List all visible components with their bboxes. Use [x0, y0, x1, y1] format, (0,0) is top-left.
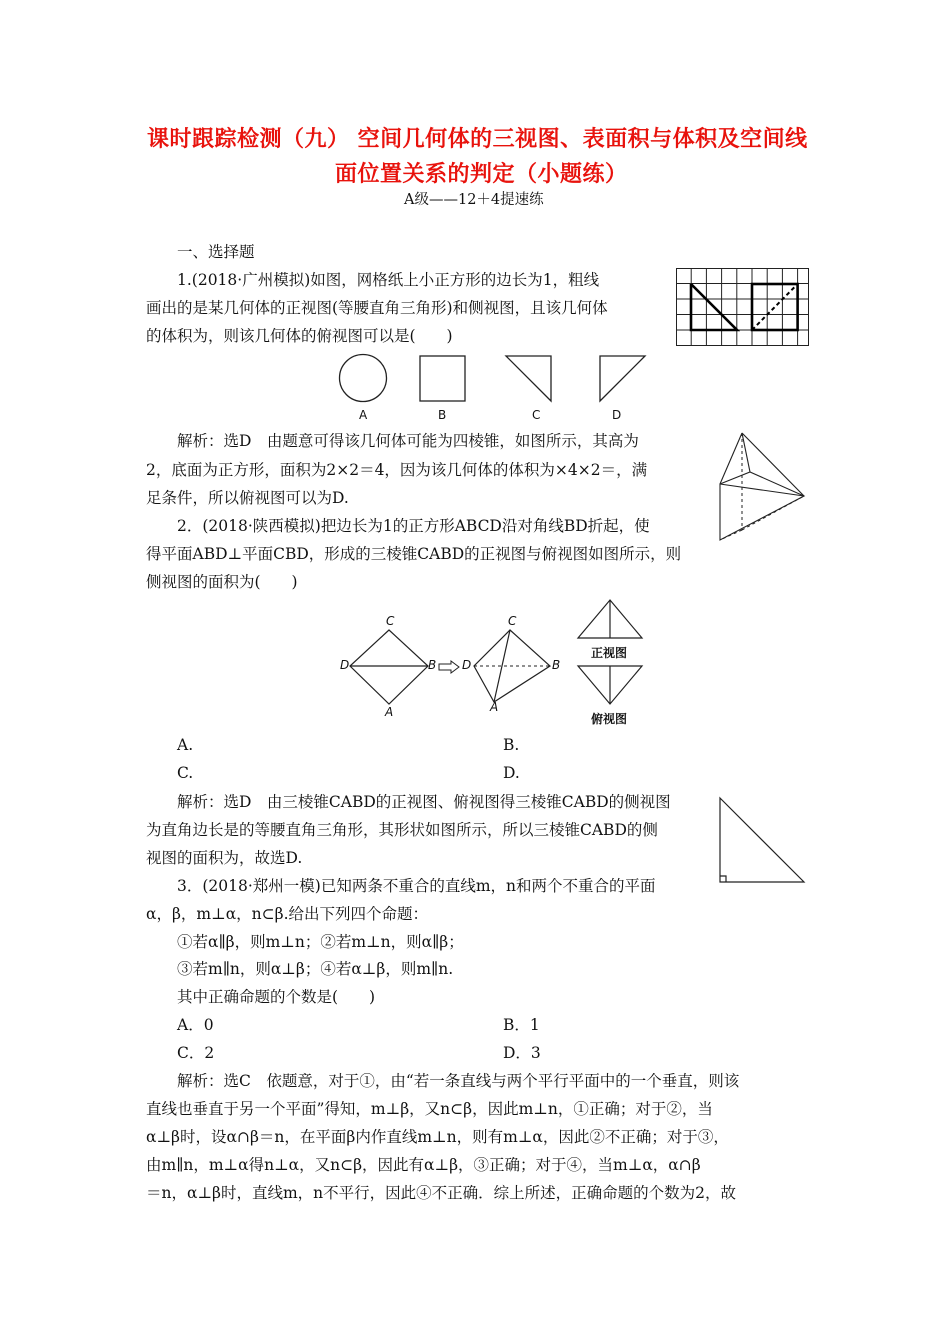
q2-label-b1: B [428, 658, 437, 672]
q1-line1: 1.(2018·广州模拟)如图，网格纸上小正方形的边长为1，粗线 [177, 271, 600, 289]
q2-option-d: D. [503, 764, 520, 782]
q2-label-a1: A [385, 705, 394, 719]
q2-option-a: A. [177, 736, 194, 754]
q3-option-c: C．2 [177, 1044, 215, 1062]
q2-pyramid-figure [472, 628, 561, 710]
q2-label-a2: A [490, 700, 499, 714]
q3-option-d: D．3 [503, 1044, 541, 1062]
q2-label-d1: D [340, 658, 350, 672]
q1-grid-figure [676, 268, 810, 348]
q2-top-view-label: 俯视图 [591, 712, 628, 726]
q3-line4: ③若m∥n，则α⊥β；④若α⊥β，则m∥n. [177, 960, 454, 978]
page-title-line1: 课时跟踪检测（九） 空间几何体的三视图、表面积与体积及空间线 [147, 127, 808, 152]
q3-option-a: A．0 [177, 1016, 214, 1034]
subtitle: A级——12＋4提速练 [404, 192, 544, 208]
q1-solution-line2: 2，底面为正方形，面积为2×2＝4，因为该几何体的体积为×4×2＝，满 [146, 461, 648, 479]
q1-option-triangle-d [599, 355, 647, 403]
q2-label-c1: C [386, 614, 395, 628]
q3-line2: α，β，m⊥α，n⊂β.给出下列四个命题： [146, 905, 429, 923]
q2-option-c: C. [177, 764, 194, 782]
q2-solution-line2: 为直角边长是的等腰直角三角形，其形状如图所示，所以三棱锥CABD的侧 [146, 821, 658, 839]
q2-label-d2: D [462, 658, 472, 672]
q1-option-label-b: B [438, 408, 447, 422]
q2-solution-line3: 视图的面积为，故选D. [146, 849, 303, 867]
q2-square-figure [346, 628, 432, 710]
q1-option-label-d: D [612, 408, 622, 422]
q3-line1: 3．(2018·郑州一模)已知两条不重合的直线m，n和两个不重合的平面 [177, 877, 656, 895]
q1-line2: 画出的是某几何体的正视图(等腰直角三角形)和侧视图，且该几何体 [146, 299, 608, 317]
q2-top-view [576, 664, 644, 706]
q3-solution-line5: ＝n，α⊥β时，直线m，n不平行，因此④不正确．综上所述，正确命题的个数为2，故 [146, 1184, 737, 1202]
q3-line3: ①若α∥β，则m⊥n；②若m⊥n，则α∥β； [177, 933, 464, 951]
q2-front-view [576, 598, 644, 640]
q2-fold-arrow-icon [438, 660, 460, 674]
q3-solution-line4: 由m∥n，m⊥α得n⊥α，又n⊂β，因此有α⊥β，③正确；对于④，当m⊥α，α∩β [146, 1156, 701, 1174]
q1-line3: 的体积为，则该几何体的俯视图可以是( ) [146, 327, 453, 345]
q2-side-view-figure [718, 796, 808, 886]
page-title-line2: 面位置关系的判定（小题练） [335, 162, 628, 187]
q1-pyramid-figure [718, 432, 810, 542]
q1-solution-line1: 解析：选D 由题意可得该几何体可能为四棱锥，如图所示，其高为 [177, 432, 639, 450]
q2-option-b: B. [503, 736, 520, 754]
q2-line1: 2．(2018·陕西模拟)把边长为1的正方形ABCD沿对角线BD折起，使 [177, 517, 650, 535]
q3-line5: 其中正确命题的个数是( ) [177, 988, 376, 1006]
q3-solution-line3: α⊥β时，设α∩β＝n，在平面β内作直线m⊥n，则有m⊥α，因此②不正确；对于③， [146, 1128, 729, 1146]
q2-line2: 得平面ABD⊥平面CBD，形成的三棱锥CABD的正视图与俯视图如图所示，则 [146, 545, 682, 563]
section-heading: 一、选择题 [177, 243, 255, 261]
q2-line3: 侧视图的面积为( ) [146, 573, 298, 591]
q3-solution-line2: 直线也垂直于另一个平面”得知，m⊥β，又n⊂β，因此m⊥n，①正确；对于②，当 [146, 1100, 713, 1118]
q2-solution-line1: 解析：选D 由三棱锥CABD的正视图、俯视图得三棱锥CABD的侧视图 [177, 793, 671, 811]
q2-label-c2: C [508, 614, 517, 628]
q2-front-view-label: 正视图 [591, 646, 628, 660]
q1-option-circle [338, 353, 388, 403]
q3-option-b: B．1 [503, 1016, 540, 1034]
q1-option-triangle-c [505, 355, 553, 403]
q1-option-square [419, 355, 467, 403]
q1-option-label-c: C [532, 408, 541, 422]
q1-option-label-a: A [359, 408, 368, 422]
q3-solution-line1: 解析：选C 依题意，对于①，由“若一条直线与两个平行平面中的一个垂直，则该 [177, 1072, 740, 1090]
q2-label-b2: B [552, 658, 561, 672]
q1-solution-line3: 足条件，所以俯视图可以为D. [146, 489, 349, 507]
